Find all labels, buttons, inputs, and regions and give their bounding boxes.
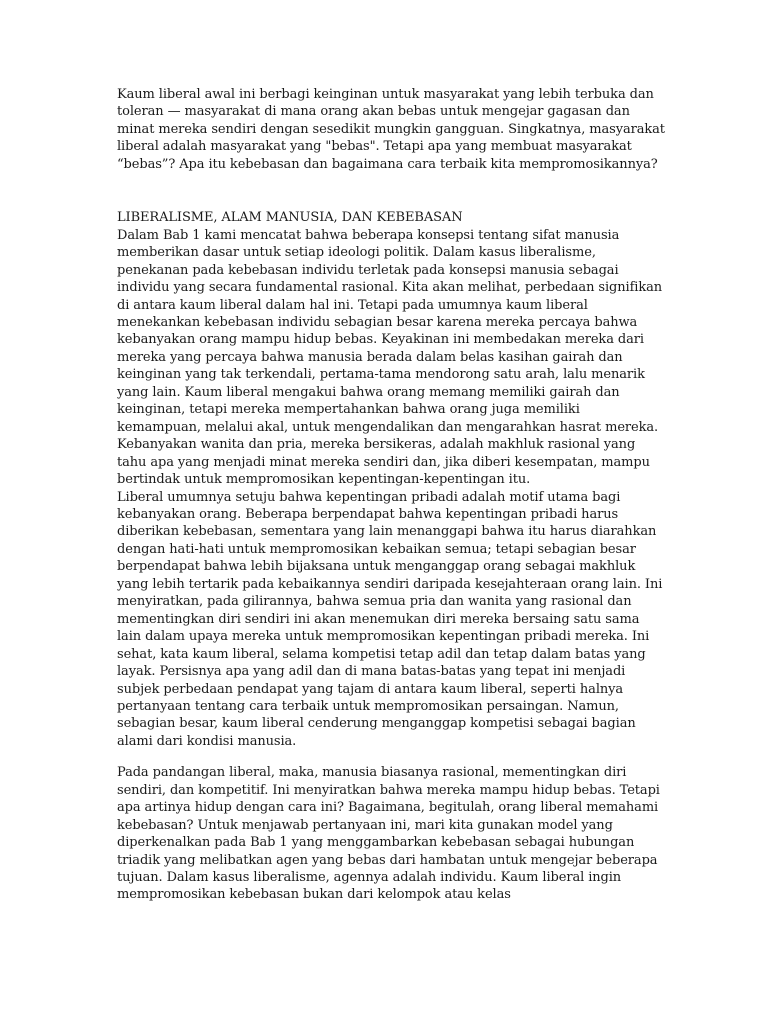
spacer (117, 750, 665, 764)
body-paragraph-3: Pada pandangan liberal, maka, manusia biasanya rasional, mementingkan diri sendiri, dan kompetitif. Ini menyiratkan bahwa mereka mampu hidup bebas. Tetapi apa artinya hidup dengan cara ini? Bagaimana, begitulah, orang liberal memahami kebebasan? Untuk menjawab pertanyaan ini, mari kita gunakan model yang diperkenalkan pada Bab 1 yang menggambarkan kebebasan sebagai hubungan triadik yang melibatkan agen yang bebas dari hambatan untuk mengejar beberapa tujuan. Dalam kasus liberalisme, agennya adalah individu. Kaum liberal ingin mempromosikan kebebasan bukan dari kelompok atau kelas (117, 765, 660, 903)
body-paragraph-1: Dalam Bab 1 kami mencatat bahwa beberapa konsepsi tentang sifat manusia memberikan dasar untuk setiap ideologi politik. Dalam kasus liberalisme, penekanan pada kebebasan individu terletak pada konsepsi manusia sebagai individu yang secara fundamental rasional. Kita akan melihat, perbedaan signifikan di antara kaum liberal dalam hal ini. Tetapi pada umumnya kaum liberal menekankan kebebasan individu sebagian besar karena mereka percaya bahwa kebanyakan orang mampu hidup bebas. Keyakinan ini membedakan mereka dari mereka yang percaya bahwa manusia berada dalam belas kasihan gairah dan keinginan yang tak terkendali, pertama-tama mendorong satu arah, lalu menarik yang lain. Kaum liberal mengakui bahwa orang memang memiliki gairah dan keinginan, tetapi mereka mempertahankan bahwa orang juga memiliki kemampuan, melalui akal, untuk mengendalikan dan mengarahkan hasrat mereka. Kebanyakan wanita dan pria, mereka bersikeras, adalah makhluk rasional yang tahu apa yang menjadi minat mereka sendiri dan, jika diberi kesempatan, mampu bertindak untuk mempromosikan kepentingan-kepentingan itu. (117, 227, 663, 488)
section-heading: LIBERALISME, ALAM MANUSIA, DAN KEBEBASAN (117, 210, 463, 226)
intro-paragraph: Kaum liberal awal ini berbagi keinginan untuk masyarakat yang lebih terbuka dan toleran — masyarakat di mana orang akan bebas untuk mengejar gagasan dan minat mereka sendiri dengan sesedikit mungkin gangguan. Singkatnya, masyarakat liberal adalah masyarakat yang "bebas". Tetapi apa yang membuat masyarakat “bebas”? Apa itu kebebasan dan bagaimana cara terbaik kita mempromosikannya? (117, 87, 665, 172)
spacer (117, 173, 665, 209)
body-paragraph-2: Liberal umumnya setuju bahwa kepentingan pribadi adalah motif utama bagi kebanyakan orang. Beberapa berpendapat bahwa kepentingan pribadi harus diberikan kebebasan, sementara yang lain menanggapi bahwa itu harus diarahkan dengan hati-hati untuk mempromosikan kebaikan semua; tetapi sebagian besar berpendapat bahwa lebih bijaksana untuk menganggap orang sebagai makhluk yang lebih tertarik pada kebaikannya sendiri daripada kesejahteraan orang lain. Ini menyiratkan, pada gilirannya, bahwa semua pria dan wanita yang rasional dan mementingkan diri sendiri ini akan menemukan diri mereka bersaing satu sama lain dalam upaya mereka untuk mempromosikan kepentingan pribadi mereka. Ini sehat, kata kaum liberal, selama kompetisi tetap adil dan tetap dalam batas yang layak. Persisnya apa yang adil dan di mana batas-batas yang tepat ini menjadi subjek perbedaan pendapat yang tajam di antara kaum liberal, seperti halnya pertanyaan tentang cara terbaik untuk mempromosikan persaingan. Namun, sebagian besar, kaum liberal cenderung menganggap kompetisi sebagai bagian alami dari kondisi manusia. (117, 489, 663, 749)
document-page (117, 86, 665, 904)
